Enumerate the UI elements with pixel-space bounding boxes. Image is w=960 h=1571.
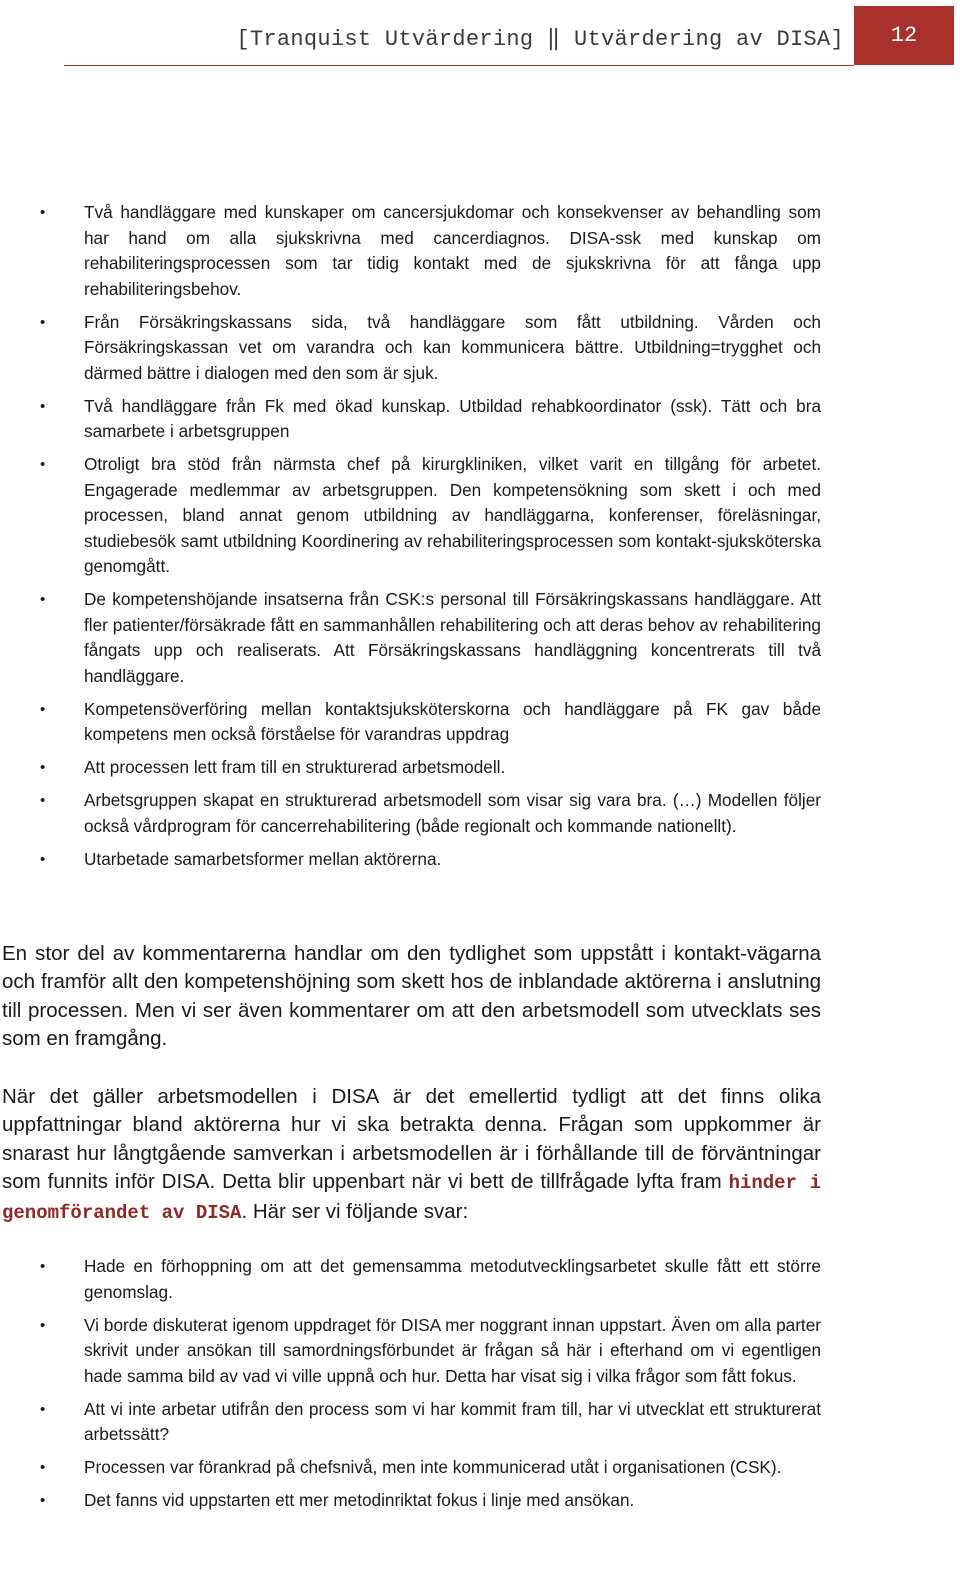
bullet-icon: • bbox=[40, 850, 46, 868]
paragraph-text: . Här ser vi följande svar: bbox=[241, 1199, 469, 1223]
running-header-title: [Tranquist Utvärdering ‖ Utvärdering av DISA] bbox=[236, 27, 844, 52]
page-number: 12 bbox=[890, 23, 918, 48]
list-item-text: Att processen lett fram till en strukturerad arbetsmodell. bbox=[84, 757, 506, 777]
list-item bbox=[0, 1313, 821, 1390]
bullet-icon: • bbox=[40, 1316, 46, 1334]
bullet-icon: • bbox=[40, 591, 46, 608]
paragraph-text: När det gäller arbetsmodellen i DISA är det emellertid tydligt att det finns olika uppfattningar bland aktörerna hur vi ska betrakta denna. Frågan som uppkommer är snarast hur långtgående samverkan i arbetsmodellen är i förhållande till de förväntningar som funnits inför DISA. Detta blir uppenbart när vi bett de tillfrågade lyfta fram bbox=[2, 1085, 821, 1194]
list-item bbox=[0, 1455, 821, 1481]
header-divider bbox=[64, 65, 854, 66]
list-item bbox=[0, 697, 821, 748]
list-item bbox=[0, 310, 821, 387]
list-item bbox=[0, 1488, 821, 1514]
list-item bbox=[0, 788, 821, 839]
obstacles-bullet-list bbox=[0, 1254, 960, 1521]
list-item bbox=[0, 1254, 821, 1305]
list-item-text: Kompetensöverföring mellan kontaktsjuksköterskorna och handläggare på FK gav både kompetens men också förståelse för varandras uppdrag bbox=[84, 698, 821, 744]
bullet-icon: • bbox=[40, 1459, 46, 1476]
bullet-icon: • bbox=[40, 1400, 46, 1418]
list-item bbox=[0, 755, 821, 781]
body-paragraph-work-model bbox=[2, 1083, 821, 1227]
bullet-icon: • bbox=[40, 397, 46, 415]
bullet-icon: • bbox=[40, 313, 46, 331]
bullet-icon: • bbox=[40, 759, 46, 776]
list-item bbox=[0, 587, 821, 689]
bullet-icon: • bbox=[40, 792, 46, 809]
body-paragraph-comments: En stor del av kommentarerna handlar om den tydlighet som uppstått i kontakt-vägarna och framför allt den kompetenshöjning som skett hos de inblandade aktörerna i anslutning till processen. Men vi ser även kommentarer om att den arbetsmodell som utvecklats ses som en framgång. bbox=[2, 942, 821, 1051]
bullet-icon: • bbox=[40, 700, 46, 718]
strengths-bullet-list bbox=[0, 200, 960, 880]
list-item-text: Processen var förankrad på chefsnivå, men inte kommunicerad utåt i organisationen (CSK). bbox=[84, 1457, 782, 1477]
list-item bbox=[0, 200, 821, 302]
list-item bbox=[0, 394, 821, 445]
list-item-text: Vi borde diskuterat igenom uppdraget för DISA mer noggrant innan uppstart. Även om alla parter skrivit under ansökan till samordningsförbundet är frågan så här i efterhand om vi egentligen hade samma bild av vad vi ville uppnå och hur. Detta har visat sig i vilka frågor som fått fokus. bbox=[84, 1314, 821, 1386]
list-item-text: Hade en förhoppning om att det gemensamma metodutvecklingsarbetet skulle fått ett större genomslag. bbox=[84, 1256, 821, 1302]
list-item bbox=[0, 452, 821, 580]
list-item bbox=[0, 1397, 821, 1448]
list-item-text: Två handläggare med kunskaper om cancersjukdomar och konsekvenser av behandling som har hand om alla sjukskrivna med cancerdiagnos. DISA-ssk med kunskap om rehabiliteringsprocessen som tar tidig kontakt med de sjukskrivna för att fånga upp rehabiliteringsbehov. bbox=[84, 202, 821, 299]
bullet-icon: • bbox=[40, 1492, 46, 1509]
list-item-text: Att vi inte arbetar utifrån den process som vi har kommit fram till, har vi utvecklat ett strukturerat arbetssätt? bbox=[84, 1398, 821, 1444]
bullet-icon: • bbox=[40, 204, 46, 221]
page-number-badge bbox=[854, 6, 954, 65]
list-item-text: Utarbetade samarbetsformer mellan aktörerna. bbox=[84, 848, 442, 869]
list-item-text: Det fanns vid uppstarten ett mer metodinriktat fokus i linje med ansökan. bbox=[84, 1490, 635, 1510]
list-item-text: De kompetenshöjande insatserna från CSK:s personal till Försäkringskassans handläggare. Att fler patienter/försäkrade fått en sammanhållen rehabilitering och att deras behov av rehabilitering fångats upp och realiserats. Att Försäkringskassans handläggning koncentrerats till två handläggare. bbox=[84, 589, 821, 686]
bullet-icon: • bbox=[40, 456, 46, 473]
list-item-text: Arbetsgruppen skapat en strukturerad arbetsmodell som visar sig vara bra. (…) Modellen följer också vårdprogram för cancerrehabilitering (både regionalt och kommande nationellt). bbox=[84, 790, 821, 836]
highlighted-phrase: hinder i genomförandet av DISA bbox=[2, 1172, 821, 1224]
list-item bbox=[0, 847, 821, 873]
list-item-text: Otroligt bra stöd från närmsta chef på kirurgkliniken, vilket varit en tillgång för arbetet. Engagerade medlemmar av arbetsgruppen. Den kompetensökning som skett i och med processen, bland annat genom utbildning av handläggarna, konferenser, föreläsningar, studiebesök samt utbildning Koordinering av rehabiliteringsprocessen som kontakt-sjuksköterska genomgått. bbox=[84, 454, 821, 576]
bullet-icon: • bbox=[40, 1258, 46, 1275]
list-item-text: Från Försäkringskassans sida, två handläggare som fått utbildning. Vården och Försäkringskassan vet om varandra och kan kommunicera bättre. Utbildning=trygghet och därmed bättre i dialogen med den som är sjuk. bbox=[84, 311, 821, 383]
list-item-text: Två handläggare från Fk med ökad kunskap. Utbildad rehabkoordinator (ssk). Tätt och bra samarbete i arbetsgruppen bbox=[84, 395, 821, 441]
